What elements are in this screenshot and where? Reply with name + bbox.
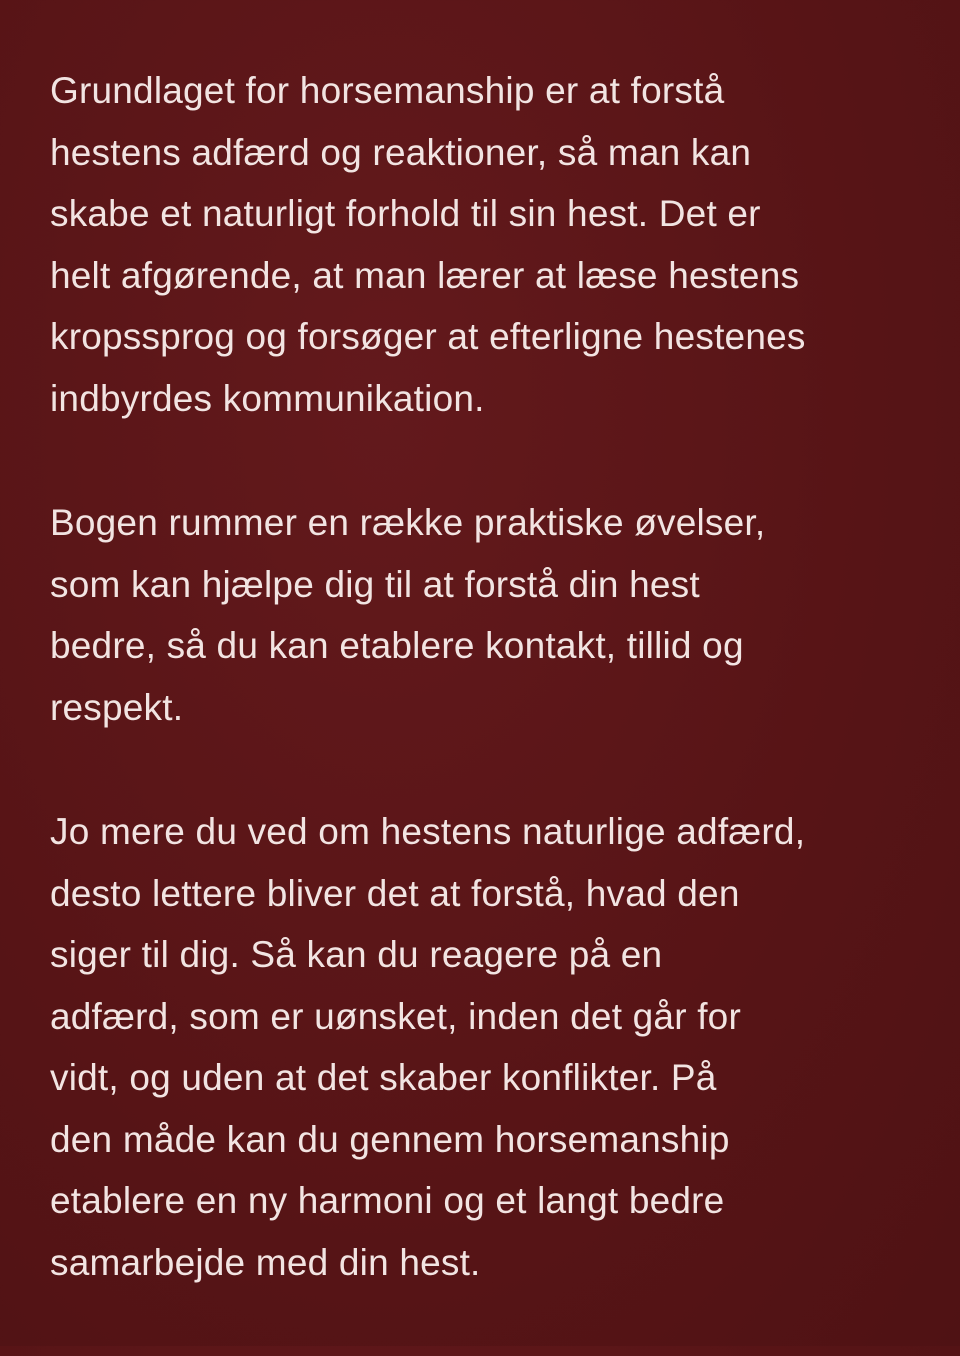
paragraph-exercises	[50, 492, 930, 738]
text-line: Grundlaget for horsemanship er at forstå	[50, 70, 725, 111]
text-line: indbyrdes kommunikation.	[50, 377, 485, 419]
text-line: vidt, og uden at det skaber konflikter. På	[50, 1057, 717, 1098]
text-line: siger til dig. Så kan du reagere på en	[50, 934, 663, 975]
text-line: desto lettere bliver det at forstå, hvad den	[50, 872, 740, 914]
text-line: hestens adfærd og reaktioner, så man kan	[50, 131, 752, 173]
back-cover-text	[50, 60, 930, 1356]
text-line: helt afgørende, at man lærer at læse hestens	[50, 254, 800, 296]
text-line: den måde kan du gennem horsemanship	[50, 1118, 730, 1160]
text-line: respekt.	[50, 686, 184, 728]
text-line: Jo mere du ved om hestens naturlige adfærd,	[50, 811, 806, 852]
text-line: som kan hjælpe dig til at forstå din hest	[50, 563, 700, 605]
paragraph-harmony	[50, 801, 930, 1293]
text-line: Bogen rummer en række praktiske øvelser,	[50, 502, 766, 543]
text-line: etablere en ny harmoni og et langt bedre	[50, 1180, 725, 1221]
paragraph-intro	[50, 60, 930, 429]
text-line: kropssprog og forsøger at efterligne hestenes	[50, 316, 806, 357]
text-line: skabe et naturligt forhold til sin hest. Det er	[50, 193, 761, 234]
text-line: samarbejde med din hest.	[50, 1241, 481, 1283]
text-line: bedre, så du kan etablere kontakt, tillid og	[50, 625, 744, 666]
text-line: adfærd, som er uønsket, inden det går for	[50, 995, 741, 1037]
